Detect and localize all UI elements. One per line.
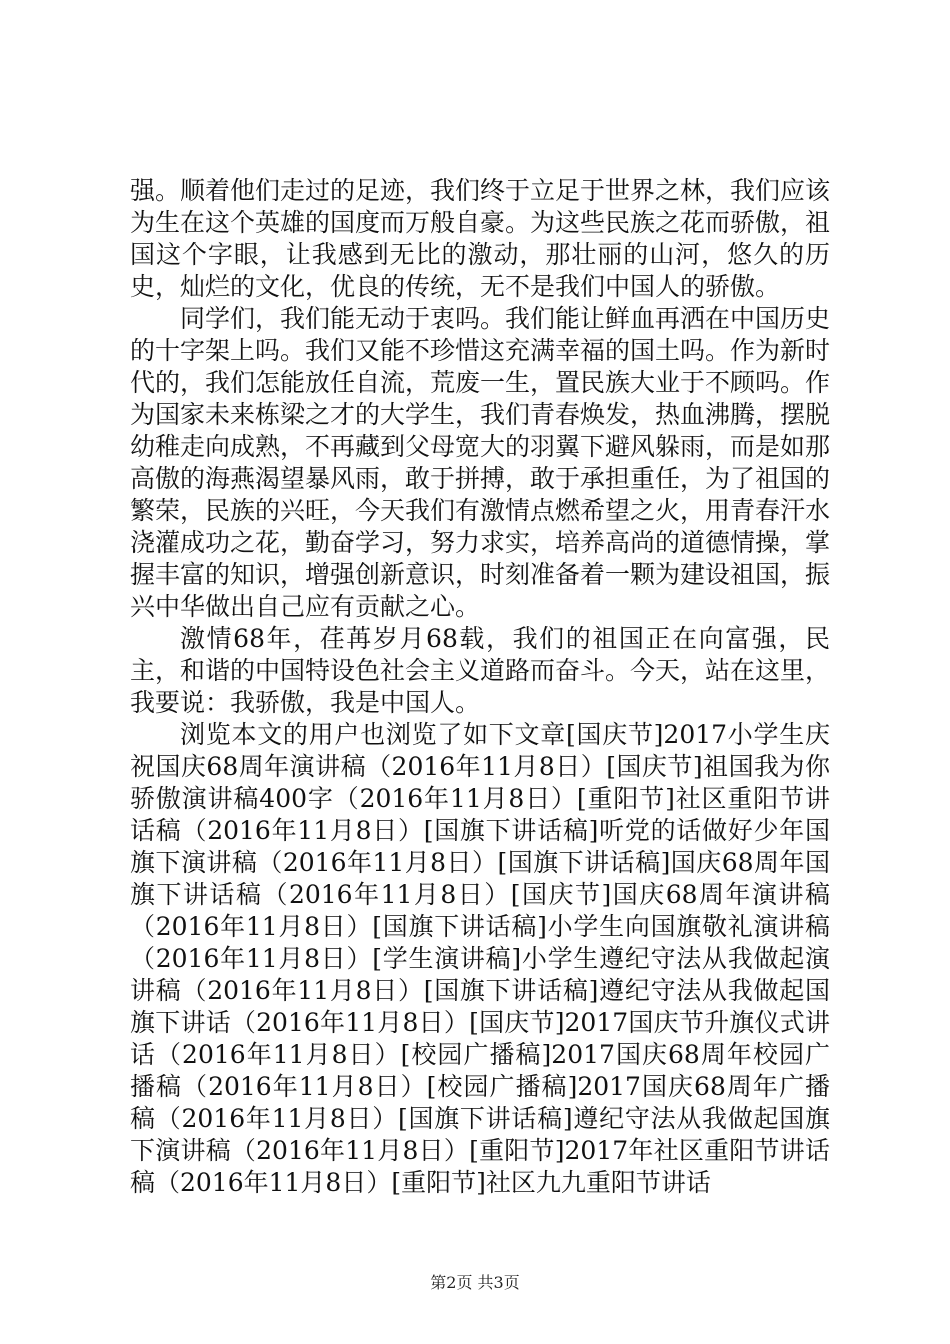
paragraph-continuation: 强。顺着他们走过的足迹，我们终于立足于世界之林，我们应该为生在这个英雄的国度而万般自豪。为这些民族之花而骄傲，祖国这个字眼，让我感到无比的激动，那壮丽的山河，悠久的历史，灿烂的文化，优良的传统，无不是我们中国人的骄傲。 xyxy=(130,176,831,301)
paragraph-related-articles: 浏览本文的用户也浏览了如下文章[国庆节]2017小学生庆祝国庆68周年演讲稿（2016年11月8日）[国庆节]祖国我为你骄傲演讲稿400字（2016年11月8日）[重阳节]社区重阳节讲话稿（2016年11月8日）[国旗下讲话稿]听党的话做好少年国旗下演讲稿（2016年11月8日）[国旗下讲话稿]国庆68周年国旗下讲话稿（2016年11月8日）[国庆节]国庆68周年演讲稿（2016年11月8日）[国旗下讲话稿]小学生向国旗敬礼演讲稿（2016年11月8日）[学生演讲稿]小学生遵纪守法从我做起演讲稿（2016年11月8日）[国旗下讲话稿]遵纪守法从我做起国旗下讲话（2016年11月8日）[国庆节]2017国庆节升旗仪式讲话（2016年11月8日）[校园广播稿]2017国庆68周年校园广播稿（2016年11月8日）[校园广播稿]2017国庆68周年广播稿（2016年11月8日）[国旗下讲话稿]遵纪守法从我做起国旗下演讲稿（2016年11月8日）[重阳节]2017年社区重阳节讲话稿（2016年11月8日）[重阳节]社区九九重阳节讲话 xyxy=(130,720,830,1197)
paragraph-passion: 激情68年，荏苒岁月68载，我们的祖国正在向富强，民主，和谐的中国特设色社会主义道路而奋斗。今天，站在这里，我要说：我骄傲，我是中国人。 xyxy=(130,624,831,717)
paragraph-classmates: 同学们，我们能无动于衷吗。我们能让鲜血再洒在中国历史的十字架上吗。我们又能不珍惜这充满幸福的国土吗。作为新时代的，我们怎能放任自流，荒废一生，置民族大业于不顾吗。作为国家未来栋梁之才的大学生，我们青春焕发，热血沸腾，摆脱幼稚走向成熟，不再藏到父母宽大的羽翼下避风躲雨，而是如那高傲的海燕渴望暴风雨，敢于拼搏，敢于承担重任，为了祖国的繁荣，民族的兴旺，今天我们有激情点燃希望之火，用青春汗水浇灌成功之花，勤奋学习，努力求实，培养高尚的道德情操，掌握丰富的知识，增强创新意识，时刻准备着一颗为建设祖国，振兴中华做出自己应有贡献之心。 xyxy=(130,304,831,621)
document-body xyxy=(130,175,830,1199)
page-number-footer: 第2页 共3页 xyxy=(430,1273,520,1292)
